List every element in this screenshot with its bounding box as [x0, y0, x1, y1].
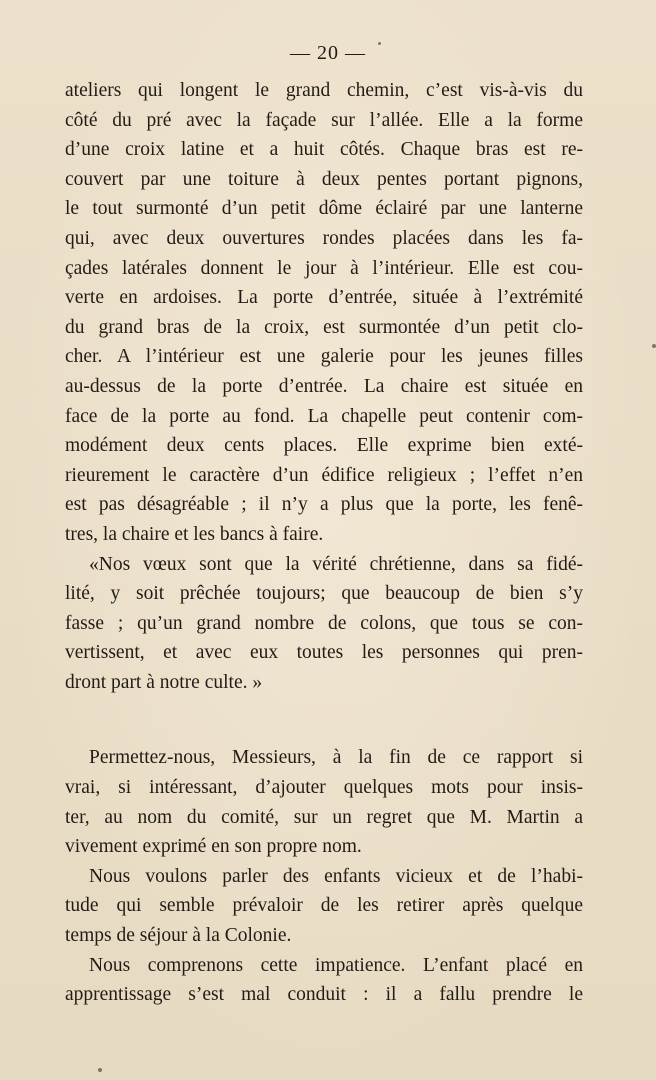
page-number: — 20 —: [290, 42, 366, 64]
text-line: le tout surmonté d’un petit dôme éclairé par une lanterne: [65, 198, 583, 220]
text-line: «Nos vœux sont que la vérité chrétienne, dans sa fidé-: [89, 553, 583, 575]
paragraph-gap: [65, 697, 583, 743]
paper-speck: [98, 1068, 102, 1072]
text-line: fasse ; qu’un grand nombre de colons, que tous se con-: [65, 612, 583, 634]
text-line: tude qui semble prévaloir de les retirer après quelque: [65, 895, 583, 917]
text-line: çades latérales donnent le jour à l’intérieur. Elle est cou-: [65, 257, 583, 279]
paragraph-chapel-description: [65, 76, 583, 550]
text-line: face de la porte au fond. La chapelle peut contenir com-: [65, 405, 583, 427]
body-text: [65, 76, 583, 1010]
paper-speck: [652, 344, 656, 348]
text-line: dront part à notre culte. »: [65, 671, 263, 693]
text-line: Nous comprenons cette impatience. L’enfant placé en: [89, 954, 583, 976]
text-line: vertissent, et avec eux toutes les personnes qui pren-: [65, 642, 583, 664]
paper-speck: [378, 42, 381, 45]
text-line: verte en ardoises. La porte d’entrée, située à l’extrémité: [65, 287, 583, 309]
text-line: ateliers qui longent le grand chemin, c’est vis-à-vis du: [65, 80, 583, 101]
text-line: modément deux cents places. Elle exprime bien exté-: [65, 435, 583, 457]
text-line: qui, avec deux ouvertures rondes placées dans les fa-: [65, 227, 583, 249]
text-line: lité, y soit prêchée toujours; que beaucoup de bien s’y: [65, 583, 583, 605]
text-line: vivement exprimé en son propre nom.: [65, 836, 362, 858]
text-line: du grand bras de la croix, est surmontée d’un petit clo-: [65, 316, 583, 338]
text-line: est pas désagréable ; il n’y a plus que la porte, les fenê-: [65, 494, 583, 516]
text-line: apprentissage s’est mal conduit : il a fallu prendre le: [65, 984, 583, 1006]
text-line: cher. A l’intérieur est une galerie pour les jeunes filles: [65, 346, 583, 368]
paragraph-quoted-wish: [65, 550, 583, 698]
paragraph-impatience: [65, 951, 583, 1010]
text-line: Permettez-nous, Messieurs, à la fin de ce rapport si: [89, 747, 583, 769]
text-line: vrai, si intéressant, d’ajouter quelques mots pour insis-: [65, 777, 583, 799]
text-line: au-dessus de la porte d’entrée. La chaire est située en: [65, 375, 583, 397]
paragraph-vicious-children: [65, 862, 583, 951]
paragraph-committee-regret: [65, 743, 583, 861]
text-line: Nous voulons parler des enfants vicieux et de l’habi-: [89, 865, 583, 887]
text-line: ter, au nom du comité, sur un regret que M. Martin a: [65, 806, 583, 828]
text-line: temps de séjour à la Colonie.: [65, 925, 292, 947]
text-line: d’une croix latine et a huit côtés. Chaque bras est re-: [65, 139, 583, 161]
text-line: rieurement le caractère d’un édifice religieux ; l’effet n’en: [65, 464, 583, 486]
text-line: tres, la chaire et les bancs à faire.: [65, 523, 324, 545]
text-line: côté du pré avec la façade sur l’allée. Elle a la forme: [65, 109, 583, 131]
text-line: couvert par une toiture à deux pentes portant pignons,: [65, 168, 583, 190]
